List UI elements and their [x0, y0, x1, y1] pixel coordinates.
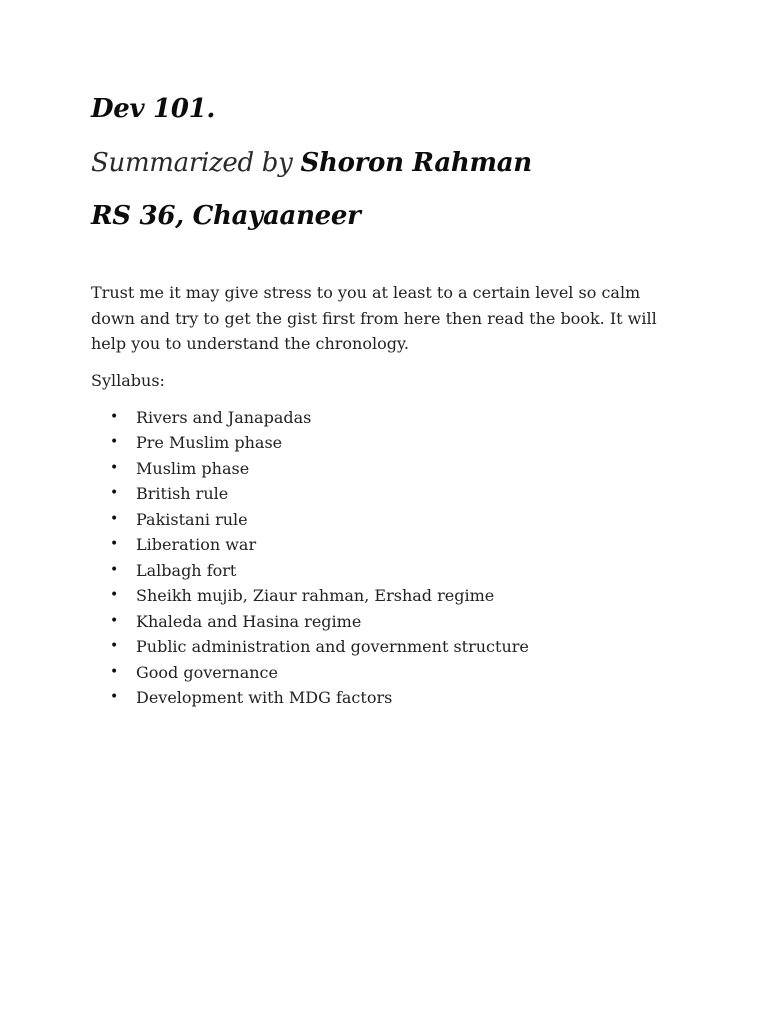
list-item — [91, 481, 691, 507]
list-item-text: British rule — [136, 484, 229, 503]
author-line — [91, 146, 691, 180]
list-item-text: Sheikh mujib, Ziaur rahman, Ershad regime — [136, 586, 495, 605]
bullet-icon: • — [110, 485, 119, 501]
list-item — [91, 405, 691, 431]
list-item — [91, 430, 691, 456]
list-item — [91, 634, 691, 660]
list-item-text: Good governance — [136, 662, 278, 682]
author-name: Shoron Rahman — [300, 148, 532, 178]
document-page — [91, 92, 691, 711]
list-item-text: Public administration and government structure — [136, 637, 529, 656]
bullet-icon: • — [110, 612, 119, 629]
title-text: Dev 101. — [91, 94, 216, 124]
list-item — [91, 685, 691, 711]
list-item-text: Lalbagh fort — [136, 560, 237, 580]
bullet-icon: • — [110, 663, 119, 680]
group-text: RS 36, Chayaaneer — [91, 201, 361, 231]
group-line — [91, 199, 691, 233]
bullet-icon: • — [110, 536, 119, 552]
list-item — [91, 532, 691, 558]
bullet-icon: • — [110, 638, 119, 654]
list-item-text: Pakistani rule — [136, 509, 248, 529]
list-item — [91, 660, 691, 686]
bullet-icon: • — [110, 587, 119, 603]
document-title — [91, 92, 691, 126]
summary-prefix: Summarized by — [91, 148, 301, 178]
list-item-text: Khaleda and Hasina regime — [136, 611, 362, 631]
list-item-text: Rivers and Janapadas — [136, 407, 312, 427]
intro-paragraph: Trust me it may give stress to you at least to a certain level so calm down and try to get the gist first from here then read the book. It will help you to understand the chronology. — [91, 283, 657, 353]
list-item — [91, 558, 691, 584]
bullet-icon: • — [110, 408, 119, 425]
bullet-icon: • — [110, 689, 119, 705]
list-item-text: Development with MDG factors — [136, 688, 393, 707]
bullet-icon: • — [110, 561, 119, 578]
list-item — [91, 507, 691, 533]
bullet-icon: • — [110, 510, 119, 527]
list-item — [91, 456, 691, 482]
syllabus-label: Syllabus: — [91, 370, 165, 390]
list-item-text: Pre Muslim phase — [136, 433, 283, 452]
syllabus-list — [91, 405, 691, 711]
list-item — [91, 583, 691, 609]
list-item — [91, 609, 691, 635]
bullet-icon: • — [110, 434, 119, 450]
bullet-icon: • — [110, 459, 119, 476]
list-item-text: Liberation war — [136, 535, 257, 554]
list-item-text: Muslim phase — [136, 458, 250, 478]
